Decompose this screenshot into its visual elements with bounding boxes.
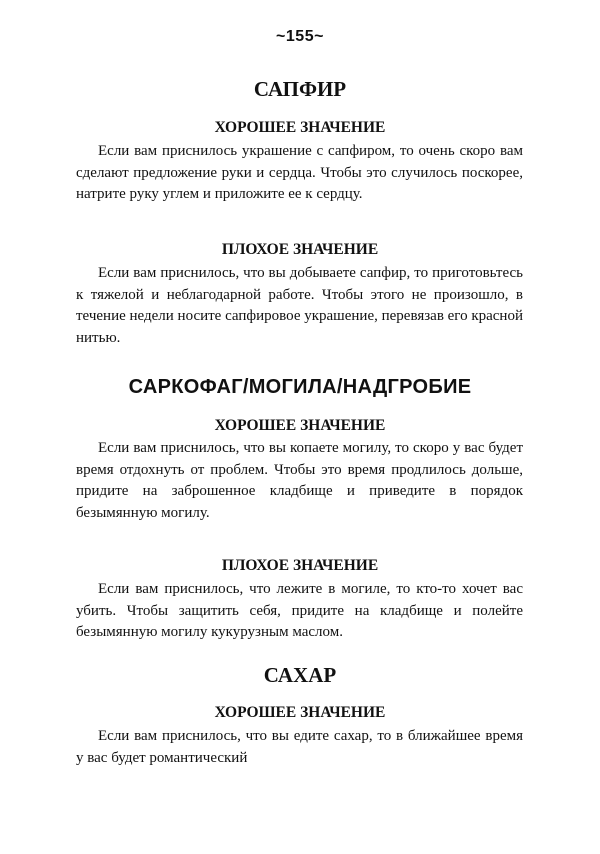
section-title-sapphire: САПФИР [253, 77, 347, 101]
good-meaning-heading: ХОРОШЕЕ ЗНАЧЕНИЕ [214, 119, 386, 136]
good-meaning-text: Если вам приснилось, что вы копаете могилу, то скоро у вас будет время отдохнуть от проблем. Чтобы это время продлилось дольше, придите на заброшенное кладбище и приведите в порядок безымянную могилу. [76, 440, 523, 521]
bad-meaning-heading: ПЛОХОЕ ЗНАЧЕНИЕ [221, 557, 379, 574]
good-meaning-heading: ХОРОШЕЕ ЗНАЧЕНИЕ [214, 704, 386, 721]
good-meaning-text: Если вам приснилось украшение с сапфиром, то очень скоро вам сделают предложение руки и сердца. Чтобы это случилось поскорее, натрите руку углем и приложите ее к сердцу. [76, 143, 523, 202]
bad-meaning-heading: ПЛОХОЕ ЗНАЧЕНИЕ [221, 241, 379, 258]
section-title-sarcophagus: САРКОФАГ/МОГИЛА/НАДГРОБИЕ [128, 376, 472, 398]
section-title-sugar: САХАР [263, 663, 337, 687]
page-number: ~155~ [276, 28, 324, 45]
bad-meaning-text: Если вам приснилось, что лежите в могиле, то кто-то хочет вас убить. Чтобы защитить себя, придите на кладбище и полейте безымянную могилу кукурузным маслом. [76, 581, 523, 640]
good-meaning-text: Если вам приснилось, что вы едите сахар, то в ближайшее время у вас будет романтический [76, 728, 523, 766]
good-meaning-heading: ХОРОШЕЕ ЗНАЧЕНИЕ [214, 417, 386, 434]
bad-meaning-text: Если вам приснилось, что вы добываете сапфир, то приготовьтесь к тяжелой и неблагодарной работе. Чтобы этого не произошло, в течение недели носите сапфировое украшение, перевязав его красной нитью. [76, 265, 523, 346]
